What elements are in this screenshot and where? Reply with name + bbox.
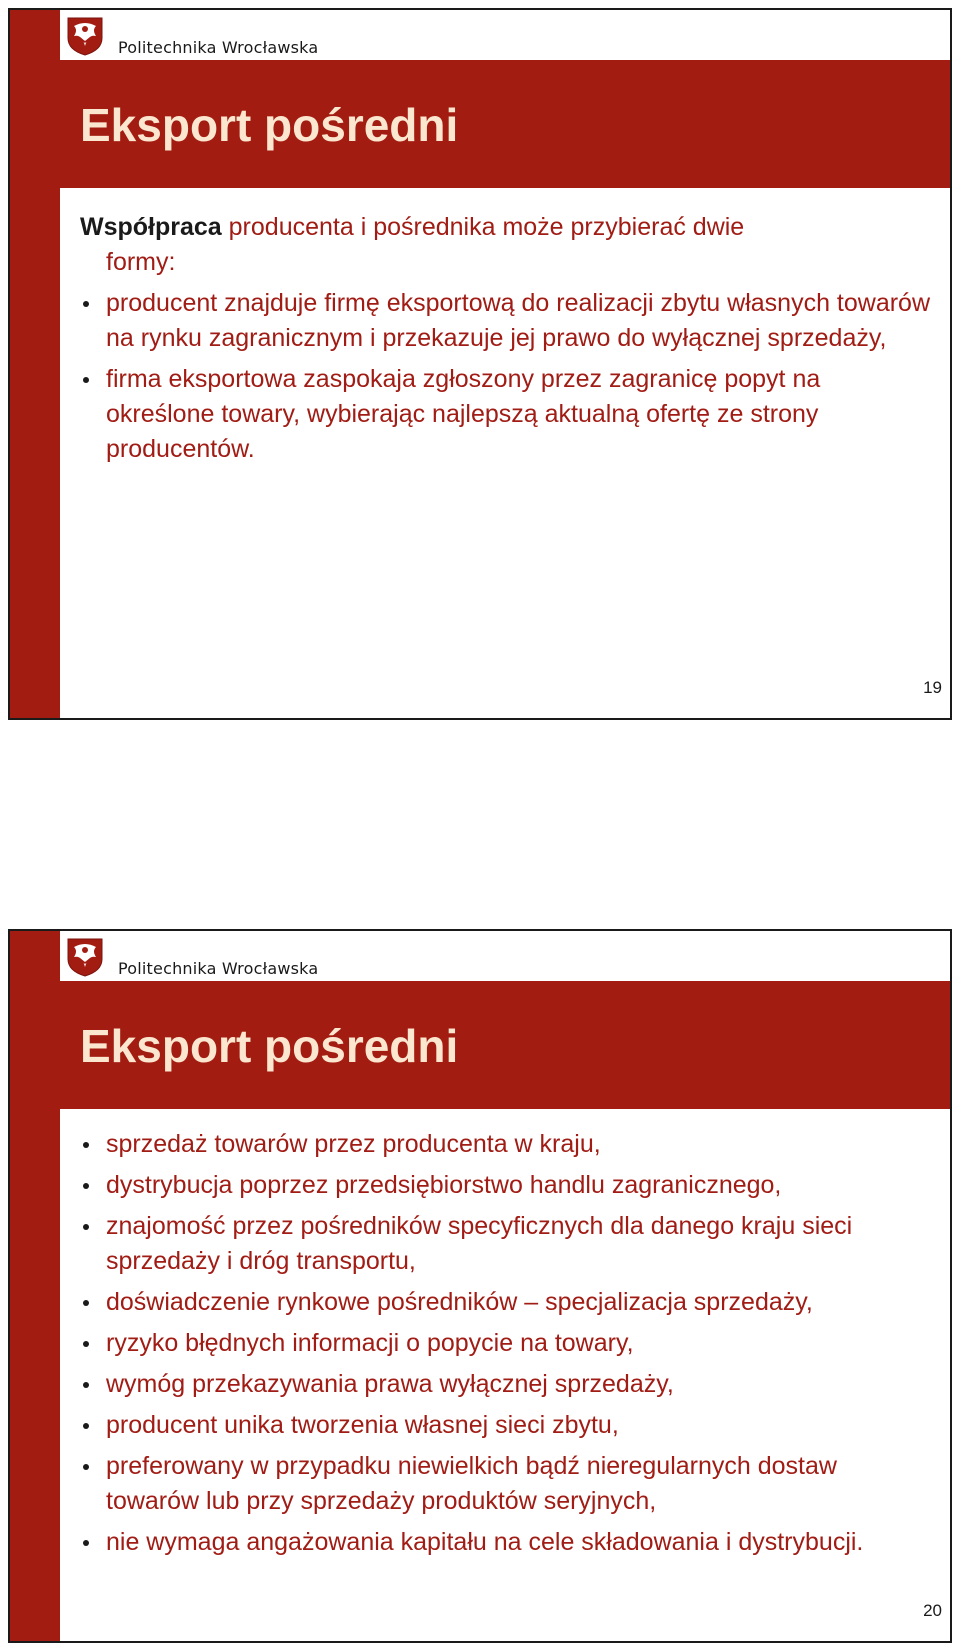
page-number: 19 <box>923 678 942 697</box>
list-item: znajomość przez pośredników specyficznych dla danego kraju sieci sprzedaży i dróg transportu, <box>80 1209 930 1279</box>
list-item: firma eksportowa zaspokaja zgłoszony przez zagranicę popyt na określone towary, wybierając najlepszą aktualną ofertę ze strony producentów. <box>80 362 930 467</box>
left-accent-bar <box>10 10 60 718</box>
university-eagle-emblem-icon <box>66 16 104 56</box>
title-band <box>60 981 950 1109</box>
slide-content <box>80 210 930 473</box>
slide-header <box>60 931 950 981</box>
list-item: ryzyko błędnych informacji o popycie na towary, <box>80 1326 930 1361</box>
university-name: Politechnika Wrocławska <box>118 959 319 978</box>
left-accent-bar <box>10 931 60 1641</box>
lead-text: producenta i pośrednika może przybierać dwie <box>228 213 745 241</box>
university-eagle-emblem-icon <box>66 937 104 977</box>
slide-header <box>60 10 950 60</box>
list-item: doświadczenie rynkowe pośredników – specjalizacja sprzedaży, <box>80 1285 930 1320</box>
slide-title: Eksport pośredni <box>80 99 459 151</box>
lead-text-line2: formy: <box>106 248 176 276</box>
title-band <box>60 60 950 188</box>
slide-title: Eksport pośredni <box>80 1020 459 1072</box>
list-item: dystrybucja poprzez przedsiębiorstwo handlu zagranicznego, <box>80 1168 930 1203</box>
list-item: wymóg przekazywania prawa wyłącznej sprzedaży, <box>80 1367 930 1402</box>
slide-19 <box>8 8 952 720</box>
bullet-list <box>80 286 930 467</box>
list-item: preferowany w przypadku niewielkich bądź nieregularnych dostaw towarów lub przy sprzedaży produktów seryjnych, <box>80 1449 930 1519</box>
slide-content <box>80 1127 930 1566</box>
page-number: 20 <box>923 1601 942 1620</box>
lead-paragraph <box>80 210 930 280</box>
lead-bold-word: Współpraca <box>80 213 222 241</box>
university-name: Politechnika Wrocławska <box>118 38 319 57</box>
list-item: sprzedaż towarów przez producenta w kraju, <box>80 1127 930 1162</box>
list-item: nie wymaga angażowania kapitału na cele składowania i dystrybucji. <box>80 1525 930 1560</box>
slide-20 <box>8 929 952 1643</box>
list-item: producent unika tworzenia własnej sieci zbytu, <box>80 1408 930 1443</box>
bullet-list <box>80 1127 930 1560</box>
list-item: producent znajduje firmę eksportową do realizacji zbytu własnych towarów na rynku zagranicznym i przekazuje jej prawo do wyłącznej sprzedaży, <box>80 286 930 356</box>
